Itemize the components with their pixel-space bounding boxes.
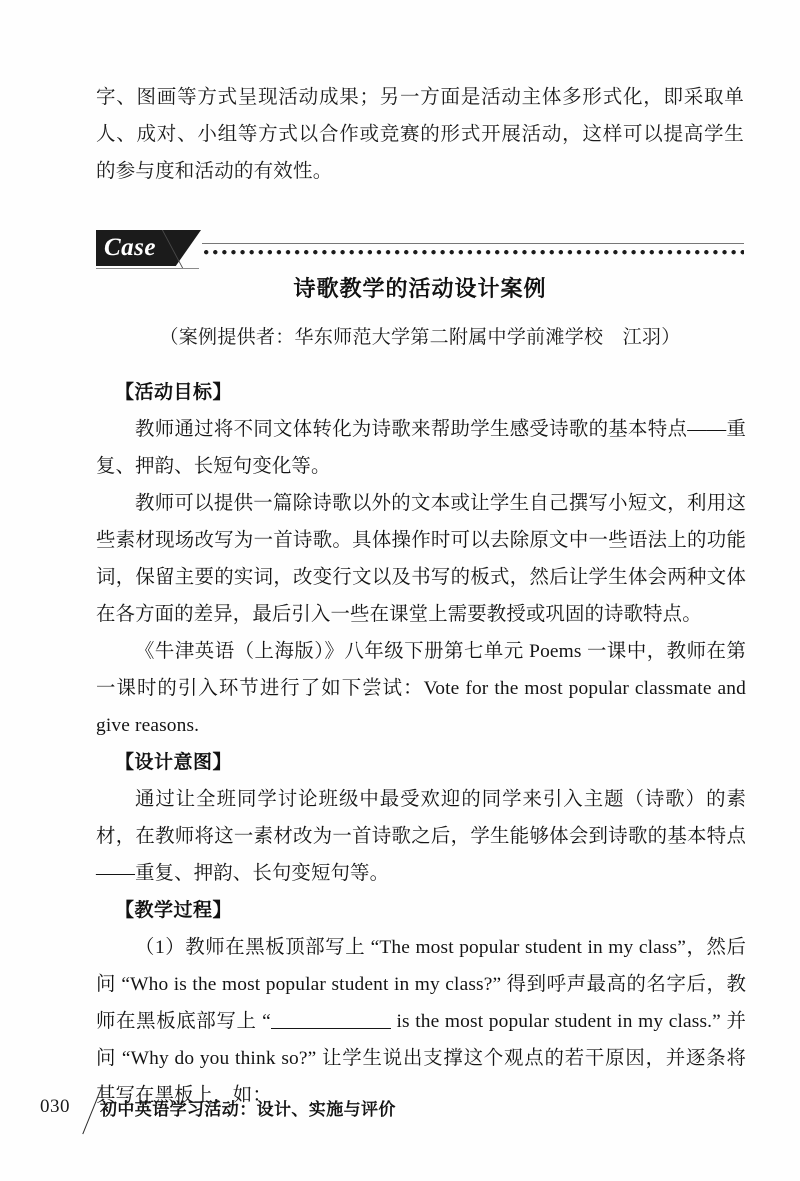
intro-paragraph: 字、图画等方式呈现活动成果；另一方面是活动主体多形式化，即采取单人、成对、小组等方式以合作或竞赛的形式开展活动，这样可以提高学生的参与度和活动的有效性。 xyxy=(96,85,744,182)
section-heading-activity-goals: 【活动目标】 xyxy=(115,381,233,403)
case-banner xyxy=(96,230,744,272)
case-dotted-rule xyxy=(204,250,744,255)
fill-in-blank-rule xyxy=(271,1028,391,1029)
paragraph-step-1 xyxy=(96,929,746,1114)
case-attribution: （案例提供者：华东师范大学第二附属中学前滩学校 江羽） xyxy=(159,327,681,348)
paragraph-design-intent-1: 通过让全班同学讨论班级中最受欢迎的同学来引入主题（诗歌）的素材，在教师将这一素材改为一首诗歌之后，学生能够体会到诗歌的基本特点——重复、押韵、长句变短句等。 xyxy=(96,789,746,884)
step-1-text-before-blank: （1）教师在黑板顶部写上 “The most popular student in my class”，然后问 “Who is the most popular student in my class?” 得到呼声最高的名字后，教师在黑板底部写上 “ xyxy=(96,937,746,1032)
case-title: 诗歌教学的活动设计案例 xyxy=(293,277,547,302)
page-number: 030 xyxy=(40,1096,70,1117)
paragraph-goals-3: 《牛津英语（上海版）》八年级下册第七单元 Poems 一课中，教师在第一课时的引入环节进行了如下尝试：Vote for the most popular classmate and give reasons. xyxy=(96,641,746,736)
running-title: 初中英语学习活动：设计、实施与评价 xyxy=(100,1100,396,1120)
step-1-text-after-blank: is the most popular student in my class.” 并问 “Why do you think so?” 让学生说出支撑这个观点的若干原因，并逐条将其写在黑板上，如： xyxy=(96,1011,746,1106)
paragraph-goals-1: 教师通过将不同文体转化为诗歌来帮助学生感受诗歌的基本特点——重复、押韵、长短句变化等。 xyxy=(96,419,746,477)
section-heading-design-intent: 【设计意图】 xyxy=(115,751,233,773)
section-heading-teaching-process: 【教学过程】 xyxy=(115,899,233,921)
case-body xyxy=(96,374,746,1114)
paragraph-goals-2: 教师可以提供一篇除诗歌以外的文本或让学生自己撰写小短文，利用这些素材现场改写为一首诗歌。具体操作时可以去除原文中一些语法上的功能词，保留主要的实词，改变行文以及书写的板式，然后让学生体会两种文体在各方面的差异，最后引入一些在课堂上需要教授或巩固的诗歌特点。 xyxy=(96,493,746,625)
case-solid-rule xyxy=(202,243,744,244)
case-badge-label: Case xyxy=(104,234,156,261)
case-badge-underline xyxy=(96,268,199,269)
